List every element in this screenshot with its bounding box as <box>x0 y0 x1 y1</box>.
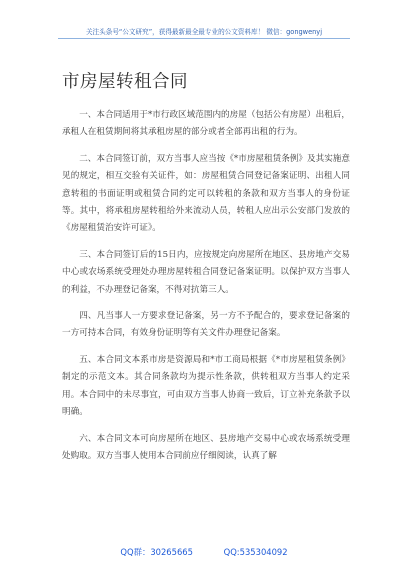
document-body <box>62 107 350 474</box>
paragraph-3: 三、本合同签订后的15日内，应按规定向房屋所在地区、县房地产交易中心或农场系统受理处办理房屋转租合同登记备案证明。以保护双方当事人的利益，不办理登记备案，不得对抗第三人。 <box>62 249 350 295</box>
paragraph-2: 二、本合同签订前，双方当事人应当按《*市房屋租赁条例》及其实施意见的规定，相互交验有关证件，如：房屋租赁合同登记备案证明、出租人同意转租的书面证明或租赁合同约定可以转租的条款和双方当事人的身份证等。其中，将承租房屋转租给外来流动人员，转租人应出示公安部门发放的《房屋租赁治安许可证》。 <box>62 153 350 234</box>
paragraph-4: 四、凡当事人一方要求登记备案，另一方不予配合的，要求登记备案的一方可持本合同，有效身份证明等有关文件办理登记备案。 <box>62 311 350 339</box>
paragraph-5: 五、本合同文本系市房是资源局和*市工商局根据《*市房屋租赁条例》制定的示范文本。其合同条款均为提示性条款，供转租双方当事人约定采用。本合同中的未尽事宜，可由双方当事人协商一致后，订立补充条款予以明确。 <box>62 354 350 418</box>
qq-group-text: QQ群：30265665 <box>120 547 193 557</box>
qq-number-text: QQ:535304092 <box>223 547 288 557</box>
paragraph-1: 一、本合同适用于*市行政区域范围内的房屋（包括公有房屋）出租后，承租人在租赁期间将其承租房屋的部分或者全部再出租的行为。 <box>62 110 350 138</box>
document-title: 市房屋转租合同 <box>62 72 188 92</box>
paragraph-6: 六、本合同文本可向房屋所在地区、县房地产交易中心或农场系统受理处购取。双方当事人使用本合同前应仔细阅读，认真了解 <box>62 433 350 461</box>
header-banner: 关注头条号“公文研究”，获得最新最全最专业的公文资料库！ 微信：gongwenyj <box>58 26 350 39</box>
footer-contacts <box>0 546 408 558</box>
